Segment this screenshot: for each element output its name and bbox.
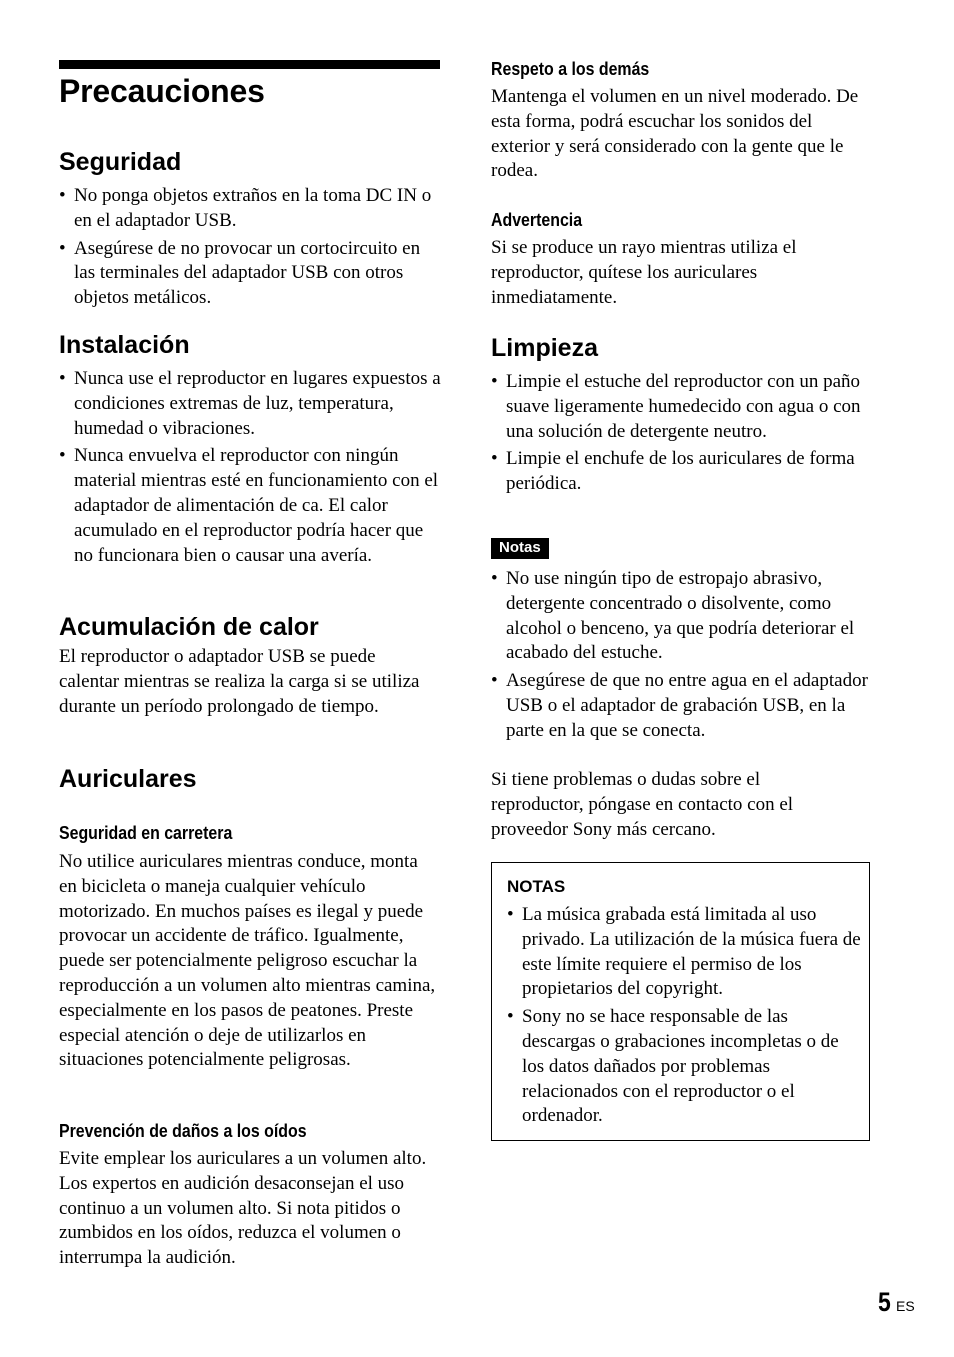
page-language: ES	[896, 1298, 915, 1314]
heading-advertencia: Advertencia	[491, 209, 583, 230]
page-number: 5	[878, 1287, 891, 1317]
page-title: Precauciones	[59, 73, 265, 109]
list-item: • Nunca use el reproductor en lugares expuestos a condiciones extremas de luz, temperatura, humedad o vibraciones.	[59, 368, 441, 439]
seguridad-list	[59, 184, 441, 314]
limpieza-list	[491, 370, 873, 500]
heading-seguridad: Seguridad	[59, 148, 182, 176]
instalacion-list	[59, 367, 441, 571]
notes-label: Notas	[491, 538, 549, 559]
list-item: • No ponga objetos extraños en la toma DC IN o en el adaptador USB.	[59, 185, 432, 231]
notas-box-title: NOTAS	[507, 877, 566, 896]
heading-auriculares: Auriculares	[59, 765, 197, 793]
notas-box	[491, 862, 870, 1141]
heading-seguridad-carretera: Seguridad en carretera	[59, 822, 233, 843]
list-item: • La música grabada está limitada al uso privado. La utilización de la música fuera de este límite requiere el permiso de los propietarios del copyright.	[507, 904, 861, 1000]
heading-instalacion: Instalación	[59, 331, 190, 359]
list-item: • Sony no se hace responsable de las descargas o grabaciones incompletas o de los datos dañados por problemas relacionados con el reproductor o el ordenador.	[507, 1006, 839, 1127]
heading-acumulacion-calor: Acumulación de calor	[59, 613, 319, 641]
calor-text: El reproductor o adaptador USB se puede calentar mientras se realiza la carga si se utiliza durante un período prolongado de tiempo.	[59, 646, 420, 717]
list-item: • Nunca envuelva el reproductor con ningún material mientras esté en funcionamiento con el adaptador de alimentación de ca. El calor acumulado en el reproductor podría hacer que no funcionara bien o causar una avería.	[59, 445, 439, 566]
notas-list	[491, 567, 873, 747]
heading-limpieza: Limpieza	[491, 334, 598, 362]
notas-box-list	[507, 903, 862, 1132]
heading-respeto: Respeto a los demás	[491, 58, 650, 79]
list-item: • No use ningún tipo de estropajo abrasivo, detergente concentrado o disolvente, como alcohol o benceno, ya que podría deteriorar el acabado del estuche.	[491, 568, 855, 664]
carretera-text: No utilice auriculares mientras conduce, monta en bicicleta o maneja cualquier vehículo motorizado. En muchos países es ilegal y puede provocar un accidente de tráfico. Igualmente, puede ser potencialmente peligroso escuchar la reproducción a un volumen alto mientras camina, especialmente en los pasos de peatones. Preste especial atención o deje de utilizarlos en situaciones potencialmente peligrosas.	[59, 851, 436, 1071]
heading-prevencion-oidos: Prevención de daños a los oídos	[59, 1120, 307, 1141]
list-item: • Asegúrese de no provocar un cortocircuito en las terminales del adaptador USB con otros objetos metálicos.	[59, 237, 421, 309]
advertencia-text: Si se produce un rayo mientras utiliza el reproductor, quítese los auriculares inmediatamente.	[491, 237, 797, 308]
title-rule	[59, 60, 440, 69]
oidos-text: Evite emplear los auriculares a un volumen alto. Los expertos en audición desaconsejan el uso continuo a un volumen alto. Si nota pitidos o zumbidos en los oídos, reduzca el volumen o interrumpa la audición.	[59, 1148, 427, 1269]
contacto-text: Si tiene problemas o dudas sobre el reproductor, póngase en contacto con el proveedor Sony más cercano.	[491, 769, 794, 840]
respeto-text: Mantenga el volumen en un nivel moderado. De esta forma, podrá escuchar los sonidos del exterior y será considerado con la gente que le rodea.	[491, 86, 859, 182]
list-item: • Limpie el enchufe de los auriculares de forma periódica.	[491, 448, 855, 495]
list-item: • Asegúrese de que no entre agua en el adaptador USB o el adaptador de grabación USB, en la parte en la que se conecta.	[491, 670, 868, 741]
list-item: • Limpie el estuche del reproductor con un paño suave ligeramente humedecido con agua o con una solución de detergente neutro.	[491, 371, 861, 442]
